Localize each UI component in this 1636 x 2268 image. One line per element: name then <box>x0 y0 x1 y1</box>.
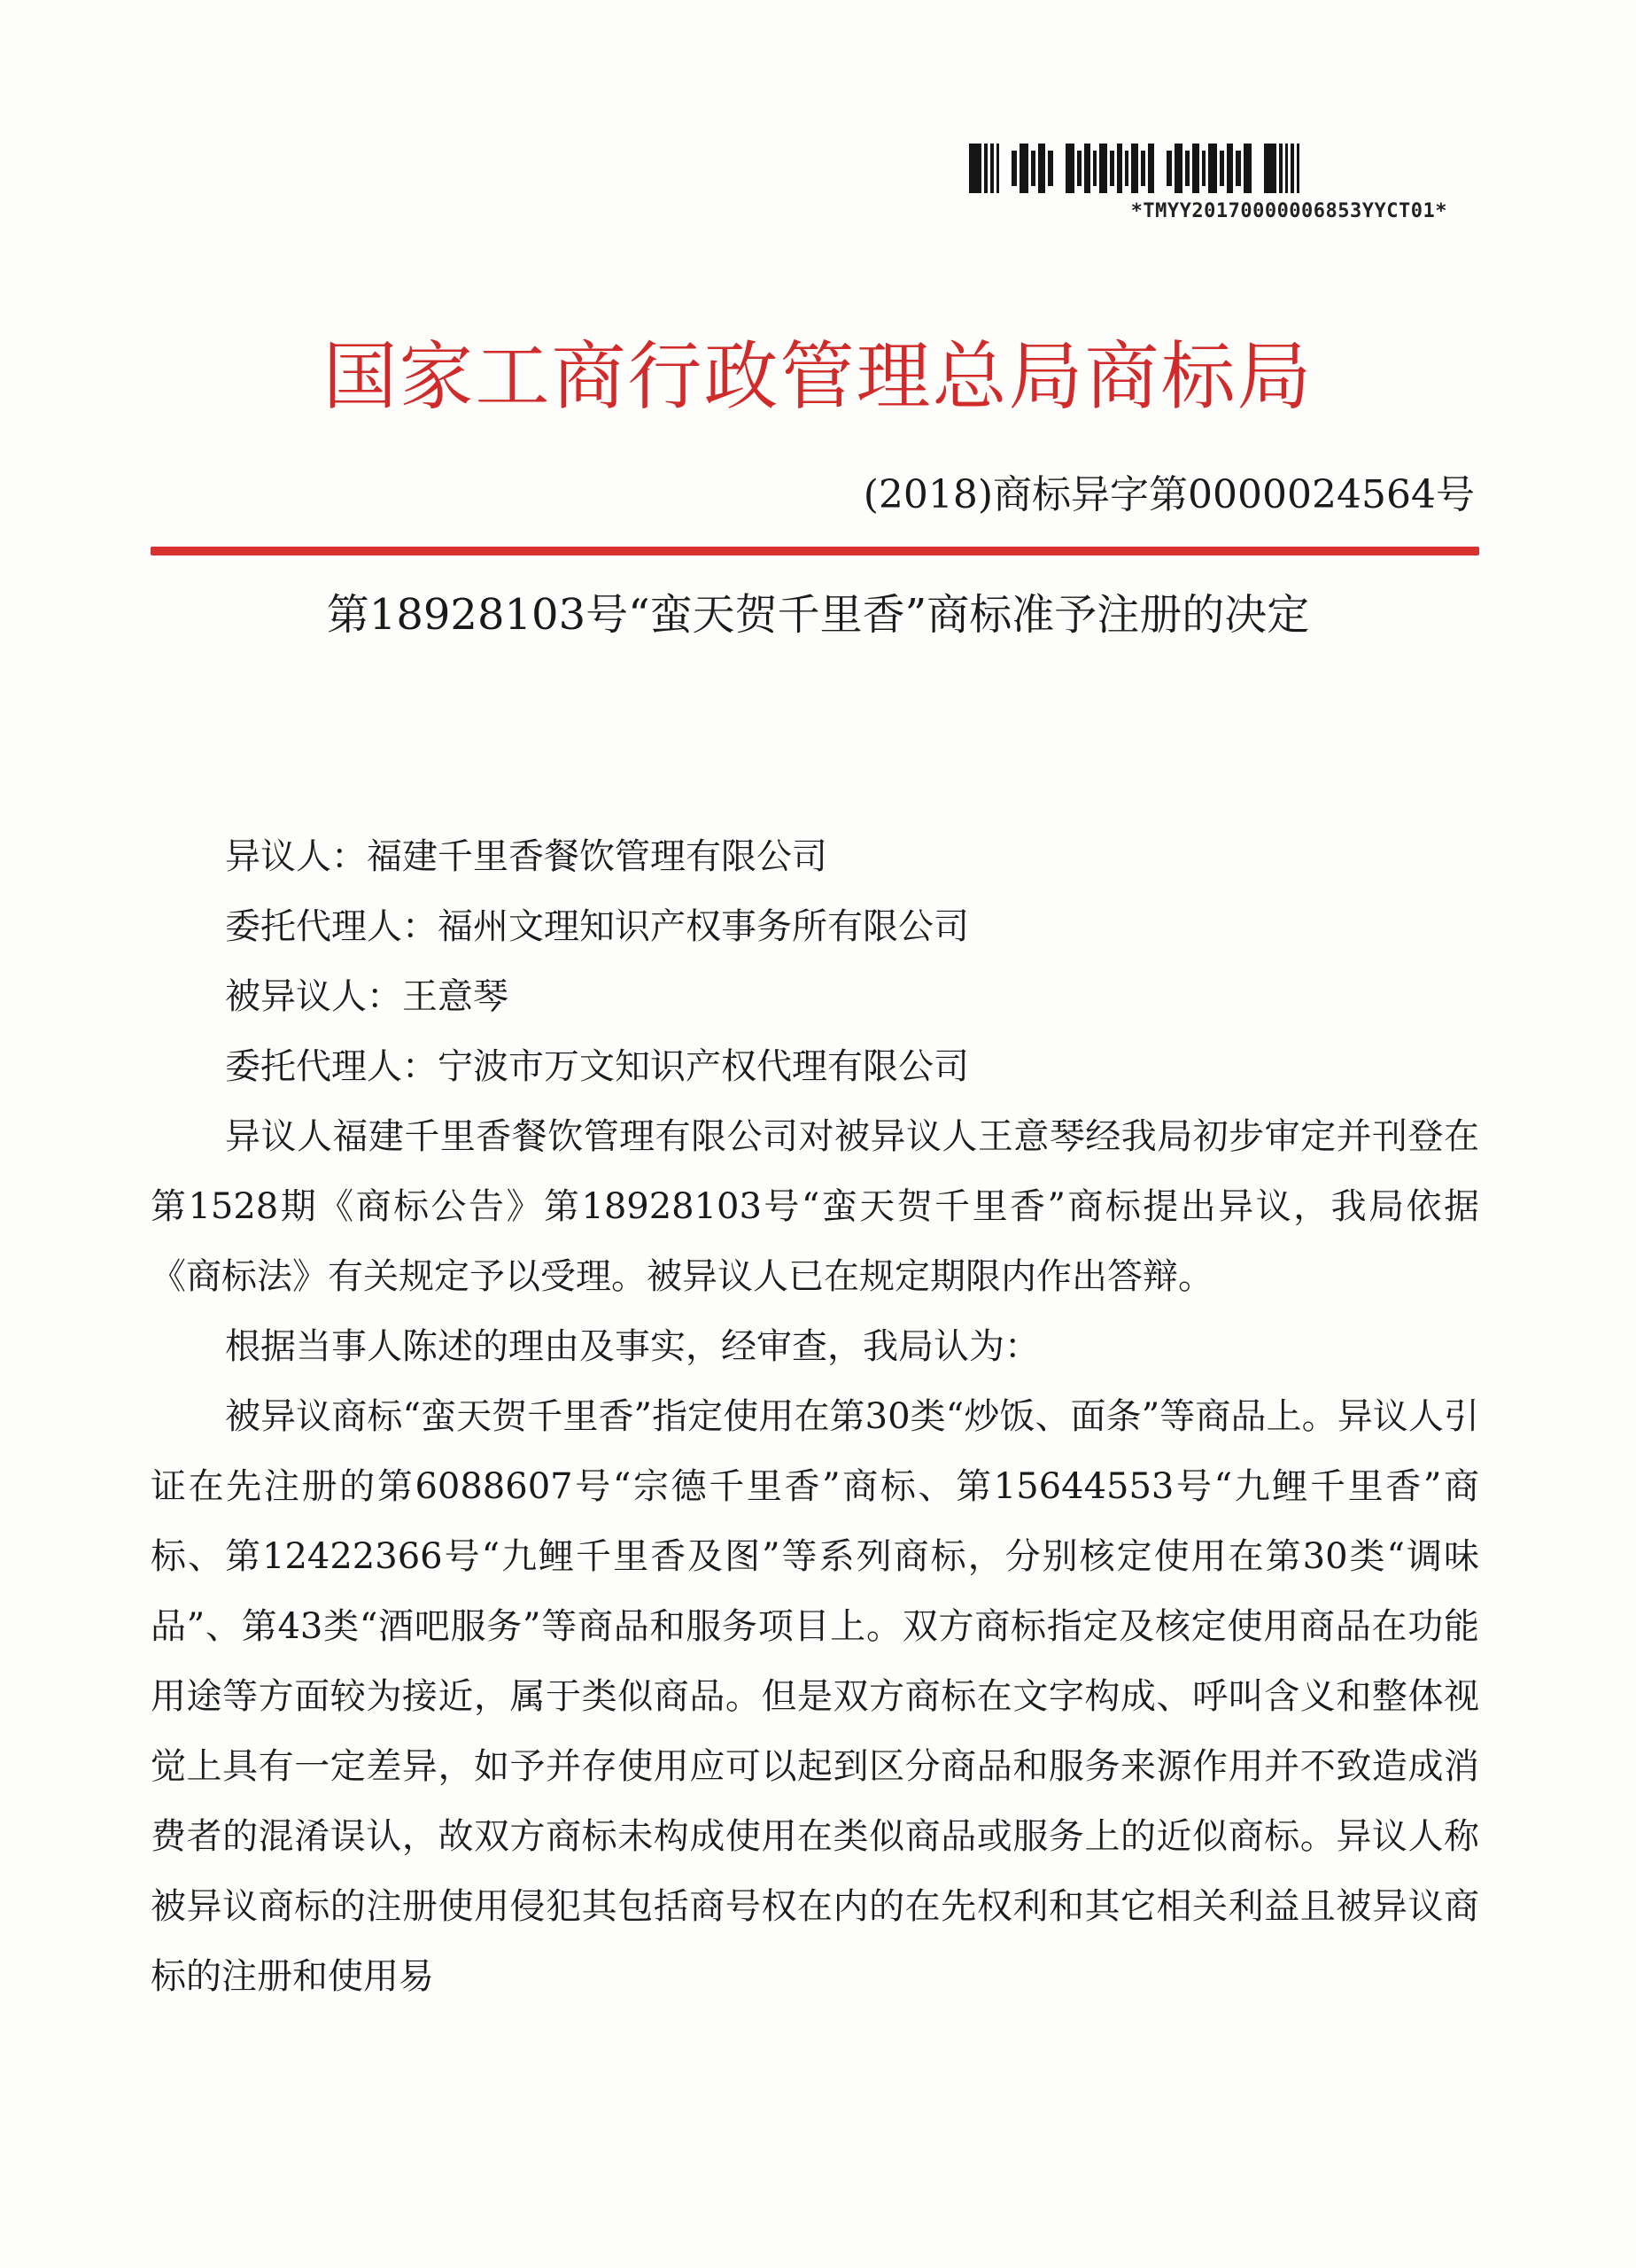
agency-name: 国家工商行政管理总局商标局 <box>322 333 1314 420</box>
barcode <box>969 144 1447 193</box>
paragraph: 被异议商标“蛮天贺千里香”指定使用在第30类“炒饭、面条”等商品上。异议人引证在先注册的第6088607号“宗德千里香”商标、第15644553号“九鲤千里香”商标、第12422366号“九鲤千里香及图”等系列商标，分别核定使用在第30类“调味品”、第43类“酒吧服务”等商品和服务项目上。双方商标指定及核定使用商品在功能用途等方面较为接近，属于类似商品。但是双方商标在文字构成、呼叫含义和整体视觉上具有一定差异，如予并存使用应可以起到区分商品和服务来源作用并不致造成消费者的混淆误认，故双方商标未构成使用在类似商品或服务上的近似商标。异议人称被异议商标的注册使用侵犯其包括商号权在内的在先权利和其它相关利益且被异议商标的注册和使用易 <box>151 1396 1479 1997</box>
party-line: 被异议人：王意琴 <box>225 976 508 1017</box>
party-line: 异议人：福建千里香餐饮管理有限公司 <box>225 836 827 877</box>
document-body <box>151 822 1479 2012</box>
party-line: 委托代理人：宁波市万文知识产权代理有限公司 <box>225 1046 969 1087</box>
party-line: 委托代理人：福州文理知识产权事务所有限公司 <box>225 906 969 947</box>
document-number: (2018)商标异字第0000024564号 <box>863 472 1475 517</box>
red-divider <box>151 547 1479 555</box>
paragraph: 根据当事人陈述的理由及事实，经审查，我局认为： <box>225 1326 1040 1367</box>
barcode-block <box>969 144 1447 222</box>
decision-title: 第18928103号“蛮天贺千里香”商标准予注册的决定 <box>326 590 1310 640</box>
barcode-caption: *TMYY20170000006853YYCT01* <box>1130 200 1447 222</box>
paragraph: 异议人福建千里香餐饮管理有限公司对被异议人王意琴经我局初步审定并刊登在第1528期《商标公告》第18928103号“蛮天贺千里香”商标提出异议，我局依据《商标法》有关规定予以受理。被异议人已在规定期限内作出答辩。 <box>151 1116 1479 1297</box>
